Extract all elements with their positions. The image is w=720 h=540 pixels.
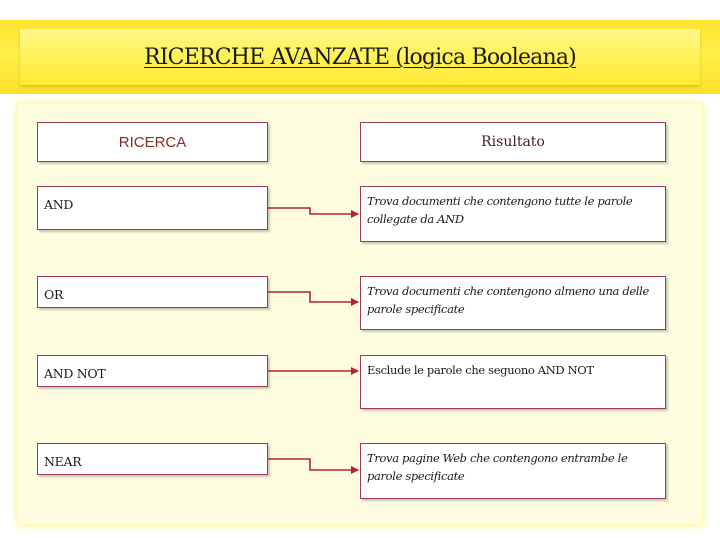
- header-ricerca-label: RICERCA: [118, 133, 187, 151]
- result-text: Trova documenti che contengono tutte le parole collegate da AND: [367, 194, 633, 226]
- operator-label: NEAR: [44, 454, 82, 469]
- result-text: Esclude le parole che seguono AND NOT: [367, 363, 594, 377]
- arrow-connector: [268, 208, 358, 214]
- arrow-connector: [268, 459, 358, 470]
- header-risultato-label: Risultato: [481, 134, 545, 150]
- page-title: RICERCHE AVANZATE (logica Booleana): [144, 44, 576, 70]
- result-text: Trova documenti che contengono almeno una delle parole specificate: [367, 284, 649, 316]
- operator-label: OR: [44, 287, 64, 302]
- arrow-connector: [268, 292, 358, 302]
- operator-label: AND: [44, 197, 74, 212]
- operator-label: AND NOT: [44, 366, 106, 381]
- result-text: Trova pagine Web che contengono entrambe le parole specificate: [367, 451, 628, 483]
